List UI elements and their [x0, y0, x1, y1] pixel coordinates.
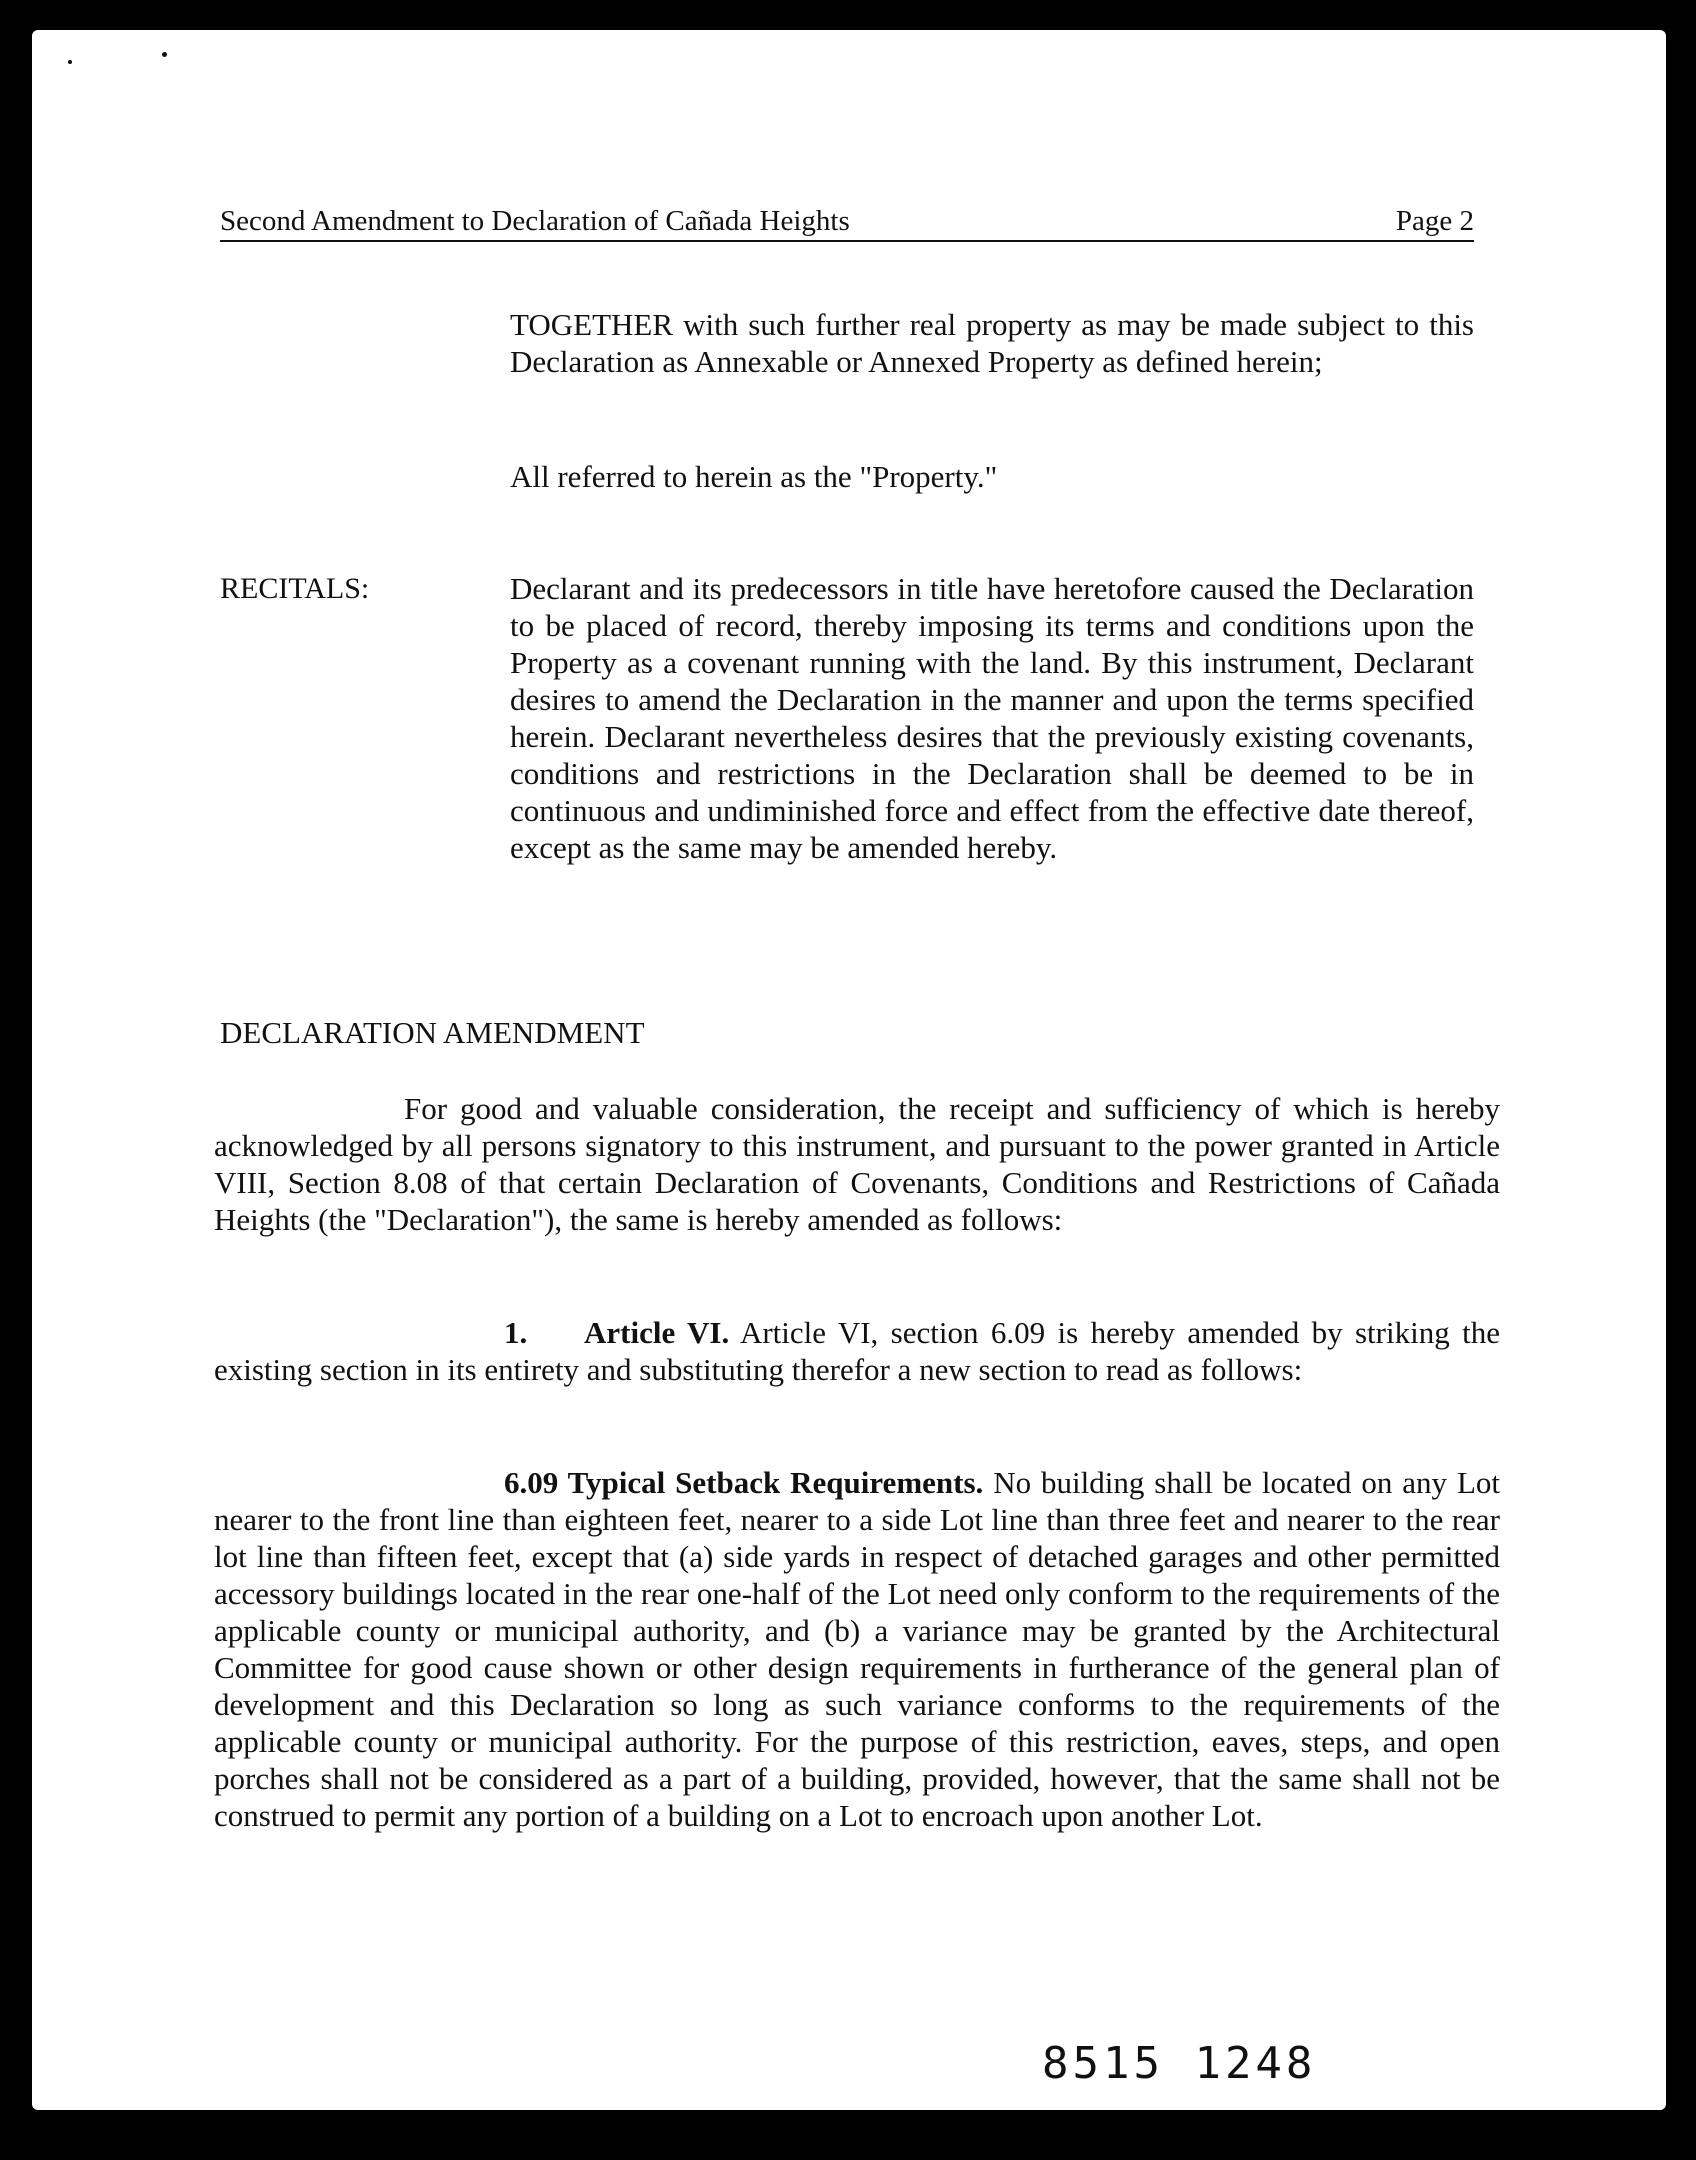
item-text: Article VI, section 6.09 is hereby amended by striking the existing section in its entirety and substituting therefor a new section to read as follows:: [214, 1315, 1500, 1387]
recitals-label: RECITALS:: [220, 572, 370, 605]
item-title: Article VI.: [584, 1315, 730, 1350]
together-paragraph: TOGETHER with such further real property as may be made subject to this Declaration as Annexable or Annexed Property as defined herein;: [510, 307, 1474, 379]
header-title: Second Amendment to Declaration of Cañada Heights: [220, 205, 850, 237]
header-page-number: Page 2: [1395, 205, 1474, 237]
amendment-item-1: [214, 1314, 1500, 1388]
section-6-09: [214, 1464, 1500, 1834]
document-stamp-number: 8515 1248: [1042, 2038, 1317, 2089]
scan-speck: [68, 60, 72, 64]
section-title: 6.09 Typical Setback Requirements.: [504, 1465, 984, 1500]
amendment-heading: DECLARATION AMENDMENT: [220, 1015, 645, 1050]
recitals-text: Declarant and its predecessors in title have heretofore caused the Declaration to be placed of record, thereby imposing its terms and conditions upon the Property as a covenant running with the land. By this instrument, Declarant desires to amend the Declaration in the manner and upon the terms specified herein. Declarant nevertheless desires that the previously existing covenants, conditions and restrictions in the Declaration shall be deemed to be in continuous and undiminished force and effect from the effective date thereof, except as the same may be amended hereby.: [510, 571, 1474, 865]
item-number: 1.: [504, 1315, 528, 1350]
document-page: [32, 30, 1666, 2110]
page-header: [220, 202, 1474, 242]
amendment-intro: For good and valuable consideration, the receipt and sufficiency of which is hereby acknowledged by all persons signatory to this instrument, and pursuant to the power granted in Article VIII, Section 8.08 of that certain Declaration of Covenants, Conditions and Restrictions of Cañada Heights (the "Declaration"), the same is hereby amended as follows:: [214, 1091, 1500, 1237]
scan-speck: [162, 52, 167, 57]
property-definition: All referred to herein as the "Property.": [510, 459, 998, 494]
document-body: [32, 30, 1666, 2110]
section-text: No building shall be located on any Lot nearer to the front line than eighteen feet, nearer to a side Lot line than three feet and nearer to the rear lot line than fifteen feet, except that (a) side yards in respect of detached garages and other permitted accessory buildings located in the rear one-half of the Lot need only conform to the requirements of the applicable county or municipal authority, and (b) a variance may be granted by the Architectural Committee for good cause shown or other design requirements in furtherance of the general plan of development and this Declaration so long as such variance conforms to the requirements of the applicable county or municipal authority. For the purpose of this restriction, eaves, steps, and open porches shall not be considered as a part of a building, provided, however, that the same shall not be construed to permit any portion of a building on a Lot to encroach upon another Lot.: [214, 1465, 1500, 1833]
